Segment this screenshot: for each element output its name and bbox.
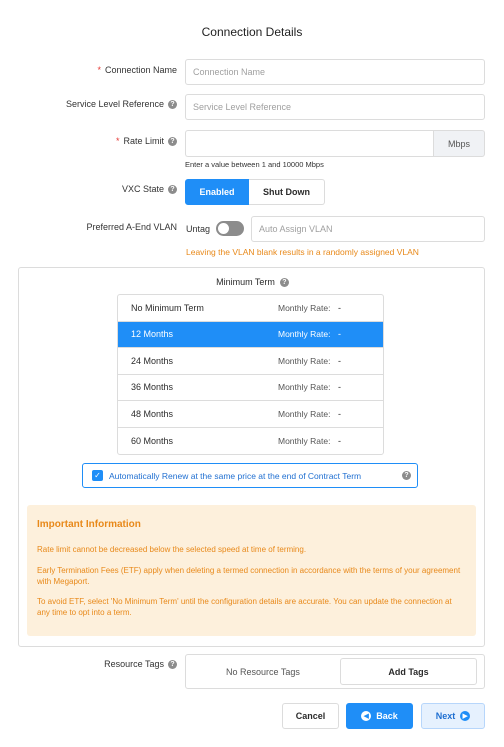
help-icon[interactable]: ? <box>168 137 177 146</box>
help-icon[interactable]: ? <box>168 100 177 109</box>
monthly-rate-value: - <box>338 382 341 393</box>
auto-renew-checkbox[interactable] <box>82 463 418 488</box>
monthly-rate-value: - <box>338 355 341 366</box>
rate-limit-field <box>185 130 485 157</box>
monthly-rate-label: Monthly Rate: <box>278 302 331 313</box>
preferred-vlan-label <box>86 222 177 232</box>
term-name: 12 Months <box>131 329 174 340</box>
monthly-rate-value: - <box>338 435 341 446</box>
term-option-36-months[interactable] <box>118 375 383 402</box>
vxc-state-label <box>122 184 177 194</box>
minimum-term-title <box>19 277 486 287</box>
back-button[interactable] <box>346 703 413 729</box>
vlan-warning: Leaving the VLAN blank results in a randomly assigned VLAN <box>186 247 419 257</box>
untag-label: Untag <box>186 224 211 234</box>
term-option-48-months[interactable] <box>118 401 383 428</box>
term-name: 36 Months <box>131 382 174 393</box>
vxc-state-shutdown-button[interactable]: Shut Down <box>249 179 325 205</box>
monthly-rate-label: Monthly Rate: <box>278 382 331 393</box>
help-icon[interactable]: ? <box>280 278 289 287</box>
minimum-term-panel <box>18 267 485 647</box>
monthly-rate-value: - <box>338 302 341 313</box>
important-info-paragraph: Rate limit cannot be decreased below the selected speed at time of terming. <box>37 545 307 554</box>
no-resource-tags-text: No Resource Tags <box>226 667 300 677</box>
rate-limit-input[interactable] <box>185 130 433 157</box>
rate-limit-hint: Enter a value between 1 and 10000 Mbps <box>185 160 324 169</box>
required-mark: * <box>115 136 120 146</box>
minimum-term-title-text: Minimum Term <box>216 277 275 287</box>
important-info-paragraph: Early Termination Fees (ETF) apply when deleting a termed connection in accordance with the terms of your agreement with Megaport. <box>37 566 461 586</box>
next-label: Next <box>435 711 456 721</box>
help-icon[interactable]: ? <box>402 471 411 480</box>
next-button[interactable] <box>421 703 485 729</box>
service-level-reference-label <box>66 99 177 109</box>
term-name: 48 Months <box>131 408 174 419</box>
checkmark-icon[interactable]: ✓ <box>92 470 103 481</box>
service-level-reference-input[interactable] <box>185 94 485 120</box>
help-icon[interactable]: ? <box>168 660 177 669</box>
cancel-label: Cancel <box>295 711 326 721</box>
term-name: 60 Months <box>131 435 174 446</box>
monthly-rate-label: Monthly Rate: <box>278 329 331 340</box>
required-mark: * <box>97 65 101 75</box>
term-option-24-months[interactable] <box>118 348 383 375</box>
preferred-vlan-label-text: Preferred A-End VLAN <box>86 222 177 232</box>
help-icon[interactable]: ? <box>168 185 177 194</box>
back-label: Back <box>376 711 398 721</box>
term-option-12-months[interactable] <box>118 322 383 349</box>
resource-tags-box <box>185 654 485 689</box>
monthly-rate-value: - <box>338 408 341 419</box>
monthly-rate-label: Monthly Rate: <box>278 435 331 446</box>
connection-name-label <box>97 65 177 75</box>
vlan-input[interactable] <box>251 216 485 242</box>
term-list <box>117 294 384 455</box>
term-option-60-months[interactable] <box>118 428 383 455</box>
term-option-no-minimum[interactable] <box>118 295 383 322</box>
rate-limit-label <box>116 136 177 146</box>
vxc-state-label-text: VXC State <box>121 184 164 194</box>
vxc-state-toggle <box>185 179 325 205</box>
term-name: No Minimum Term <box>131 302 204 313</box>
important-info-box <box>27 505 476 636</box>
service-level-reference-label-text: Service Level Reference <box>65 99 164 109</box>
connection-name-input[interactable] <box>185 59 485 85</box>
arrow-right-circle-icon: ▶ <box>460 711 470 721</box>
important-info-paragraph: To avoid ETF, select 'No Minimum Term' until the configuration details are accurate. You can update the connection at any time to opt into a term. <box>37 597 452 617</box>
resource-tags-label-text: Resource Tags <box>104 659 164 669</box>
monthly-rate-label: Monthly Rate: <box>278 408 331 419</box>
monthly-rate-label: Monthly Rate: <box>278 355 331 366</box>
connection-name-label-text: Connection Name <box>104 65 177 75</box>
rate-limit-unit: Mbps <box>433 130 485 157</box>
monthly-rate-value: - <box>338 329 341 340</box>
important-info-title: Important Information <box>37 519 141 530</box>
rate-limit-label-text: Rate Limit <box>123 136 164 146</box>
page-title: Connection Details <box>201 25 303 39</box>
cancel-button[interactable] <box>282 703 339 729</box>
arrow-left-circle-icon: ◀ <box>361 711 371 721</box>
auto-renew-label: Automatically Renew at the same price at the end of Contract Term <box>109 470 362 481</box>
add-tags-button[interactable]: Add Tags <box>340 658 477 685</box>
resource-tags-label <box>104 659 177 669</box>
term-name: 24 Months <box>131 355 174 366</box>
untag-toggle[interactable] <box>216 221 244 236</box>
vxc-state-enabled-button[interactable]: Enabled <box>185 179 249 205</box>
